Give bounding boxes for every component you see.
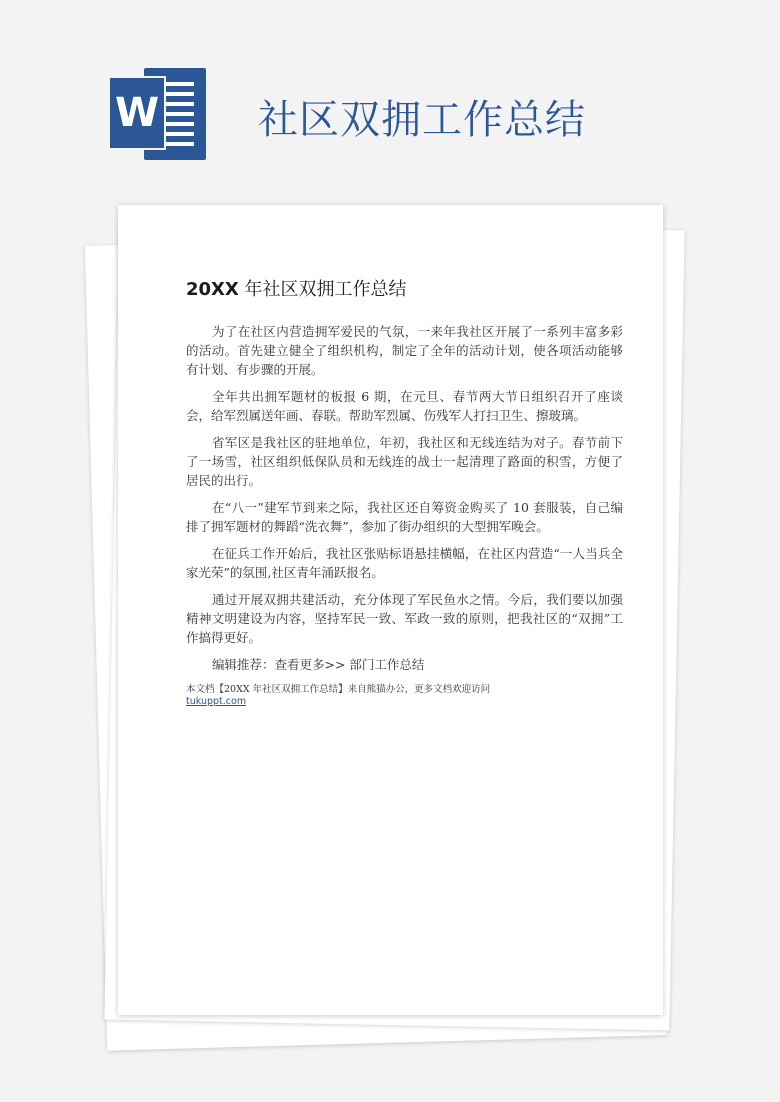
paragraph: 在征兵工作开始后，我社区张贴标语悬挂横幅，在社区内营造“一人当兵全家光荣”的氛围,社区青年涌跃报名。 bbox=[186, 546, 623, 580]
document-title-number: 20XX bbox=[186, 279, 239, 300]
paragraph: 全年共出拥军题材的板报 6 期，在元旦、春节两大节日组织召开了座谈会，给军烈属送年画、春联。帮助军烈属、伤残军人打扫卫生、擦玻璃。 bbox=[186, 389, 623, 423]
document-page bbox=[118, 205, 663, 1015]
paragraph: 为了在社区内营造拥军爱民的气氛，一来年我社区开展了一系列丰富多彩的活动。首先建立健全了组织机构，制定了全年的活动计划，使各项活动能够有计划、有步骤的开展。 bbox=[186, 324, 623, 377]
banner-title: 社区双拥工作总结 bbox=[258, 97, 586, 143]
document-title-text: 年社区双拥工作总结 bbox=[238, 279, 407, 300]
header-banner bbox=[0, 0, 780, 200]
paragraph: 在“八一”建军节到来之际，我社区还自筹资金购买了 10 套服装，自己编排了拥军题材的舞蹈“洗衣舞”，参加了街办组织的大型拥军晚会。 bbox=[186, 500, 623, 534]
paragraph: 通过开展双拥共建活动，充分体现了军民鱼水之情。今后，我们要以加强精神文明建设为内容，坚持军民一致、军政一致的原则，把我社区的“双拥”工作搞得更好。 bbox=[186, 592, 623, 645]
more-recommendation-link[interactable]: 编辑推荐：查看更多>> 部门工作总结 bbox=[212, 657, 425, 672]
paragraph: 省军区是我社区的驻地单位，年初，我社区和无线连结为对子。春节前下了一场雪，社区组织低保队员和无线连的战士一起清理了路面的积雪，方便了居民的出行。 bbox=[186, 435, 623, 488]
document-title bbox=[186, 275, 407, 301]
word-logo-icon bbox=[108, 68, 208, 160]
source-link[interactable]: tukuppt.com bbox=[186, 696, 247, 707]
source-note: 本文档【20XX 年社区双拥工作总结】来自熊猫办公，更多文档欢迎访问 bbox=[186, 684, 491, 695]
document-body bbox=[186, 322, 623, 682]
word-logo-letter: W bbox=[108, 76, 166, 150]
